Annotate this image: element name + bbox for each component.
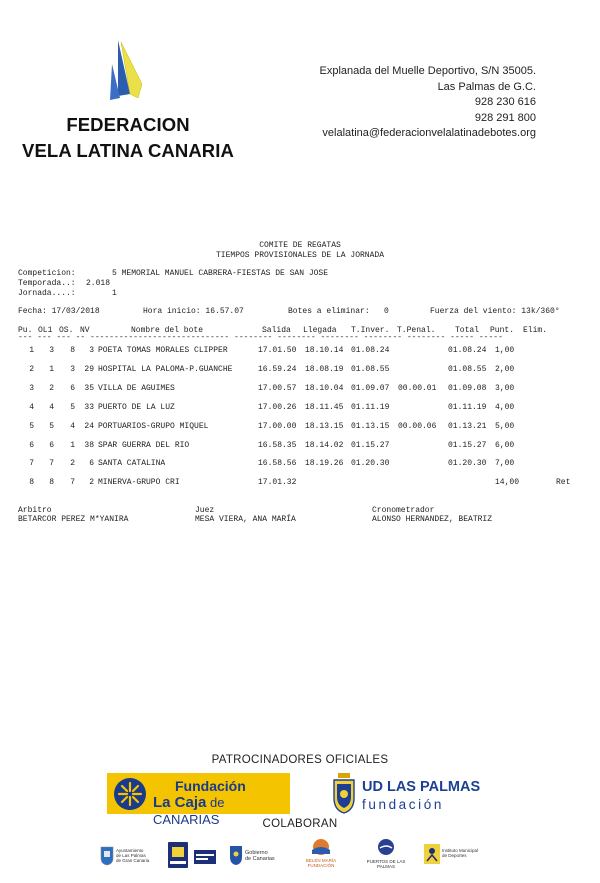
cell-tinver: 01.08.55 (351, 364, 390, 374)
collab-imd-logo (424, 838, 480, 872)
cell-ol1: 2 (49, 383, 54, 393)
cell-punt: 1,00 (495, 346, 515, 355)
cell-ol1: 6 (49, 440, 54, 450)
cell-nv: 35 (84, 383, 94, 393)
cell-tinver: 01.13.15 (351, 421, 390, 431)
cell-nombre: HOSPITAL LA PALOMA-P.GUANCHE (98, 364, 233, 374)
cell-nombre: MINERVA-GRUPO CRI (98, 478, 180, 488)
cell-os: 1 (70, 440, 75, 450)
cell-pu: 2 (29, 364, 34, 374)
cell-tinver: 01.09.07 (351, 383, 390, 393)
cell-tinver: 01.08.24 (351, 346, 390, 355)
crono-label: Cronometrador (372, 506, 435, 515)
arbitro-name: BETARCOR PEREZ M*YANIRA (18, 515, 129, 524)
collab-belen-maria-text: BELÉN MARÍA FUNDACIÓN (305, 858, 337, 868)
cell-nv: 3 (89, 346, 94, 355)
cell-nv: 6 (89, 459, 94, 469)
address-line-2: Las Palmas de G.C. (437, 80, 536, 93)
contact-block (320, 64, 536, 142)
competicion-label: Competicion: (18, 269, 76, 278)
cell-total: 01.08.24 (448, 346, 487, 355)
cabildo-icon (168, 842, 188, 868)
hora-inicio: Hora inicio: 16.57.07 (143, 307, 244, 316)
sun-icon (113, 777, 147, 811)
col-total: Total (455, 326, 480, 335)
table-row (0, 346, 600, 358)
cell-os: 6 (70, 383, 75, 393)
jornada-value: 1 (112, 289, 117, 298)
col-salida: Salida (262, 326, 291, 335)
crono-name: ALONSO HERNANDEZ, BEATRIZ (372, 515, 493, 524)
cell-punt: 3,00 (495, 383, 515, 393)
cell-llegada: 18.19.26 (305, 459, 344, 469)
collab-puertos-logo (360, 838, 412, 872)
report-title-1: COMITE DE REGATAS (259, 241, 341, 250)
cell-llegada: 18.14.02 (305, 440, 344, 450)
cell-llegada: 18.11.45 (305, 402, 344, 412)
cell-total: 01.13.21 (448, 421, 487, 431)
botes-eliminar: Botes a eliminar: 0 (288, 307, 389, 316)
collab-ayuntamiento-text: Ayuntamiento de Las Palmas de Gran Canaria (116, 848, 150, 863)
cell-ol1: 4 (49, 402, 54, 412)
collab-belen-maria-logo (302, 838, 340, 872)
cell-salida: 17.00.26 (258, 402, 297, 412)
collab-gobierno-text: Gobierno de Canarias (245, 850, 275, 862)
collab-navy-logo (194, 838, 220, 872)
cell-nombre: VILLA DE AGUIMES (98, 383, 175, 393)
cell-ol1: 8 (49, 478, 54, 488)
cell-tpenal: 00.00.06 (398, 421, 437, 431)
navy-badge-icon (194, 850, 216, 864)
cell-pu: 4 (29, 402, 34, 412)
cell-elim: Ret (556, 478, 571, 488)
cell-nv: 38 (84, 440, 94, 450)
table-row (0, 422, 600, 434)
cell-punt: 5,00 (495, 421, 515, 431)
cell-ol1: 5 (49, 421, 54, 431)
cell-punt: 2,00 (495, 364, 515, 374)
cell-nombre: PORTUARIOS-GRUPO MIQUEL (98, 421, 209, 431)
email-link[interactable]: velalatina@federacionvelalatinadebotes.org (322, 127, 536, 139)
cell-os: 8 (70, 346, 75, 355)
cell-ol1: 1 (49, 364, 54, 374)
cell-nombre: SANTA CATALINA (98, 459, 166, 469)
cell-pu: 8 (29, 478, 34, 488)
col-os: OS. (59, 326, 74, 335)
cell-pu: 6 (29, 440, 34, 450)
collab-imd-text: Instituto Municipal de Deportes (442, 848, 479, 858)
org-line-1: FEDERACION (66, 114, 190, 135)
table-row (0, 441, 600, 453)
cell-punt: 7,00 (495, 459, 515, 469)
cell-salida: 16.58.35 (258, 440, 297, 450)
cell-tinver: 01.11.19 (351, 402, 390, 412)
report-title-2: TIEMPOS PROVISIONALES DE LA JORNADA (215, 251, 385, 260)
col-nv: NV (80, 326, 90, 335)
cell-nombre: PUERTO DE LA LUZ (98, 402, 175, 412)
cell-salida: 16.59.24 (258, 364, 297, 374)
juez-name: MESA VIERA, ANA MARÍA (195, 515, 296, 524)
collab-gobierno-logo (229, 838, 283, 872)
udlp-subtitle: fundación (362, 797, 444, 812)
fecha: Fecha: 17/03/2018 (18, 307, 100, 316)
col-punt: Punt. (490, 326, 515, 335)
lacaja-line-1: Fundación (175, 778, 246, 794)
cell-tinver: 01.20.30 (351, 459, 390, 469)
cell-tpenal: 00.00.01 (398, 383, 437, 393)
cell-pu: 1 (29, 346, 34, 355)
cell-ol1: 7 (49, 459, 54, 469)
table-row (0, 459, 600, 471)
juez-label: Juez (195, 506, 215, 515)
cell-total: 01.08.55 (448, 364, 487, 374)
cell-punt: 14,00 (495, 478, 520, 488)
col-elim: Elim. (523, 326, 548, 335)
cell-os: 4 (70, 421, 75, 431)
sponsors-title: PATROCINADORES OFICIALES (211, 754, 389, 766)
collab-cabildo-logo (168, 838, 190, 872)
udlp-crest-icon (331, 772, 357, 814)
imd-icon (424, 844, 440, 864)
sail-logo (108, 40, 148, 102)
udlp-name: UD LAS PALMAS (362, 779, 481, 795)
lacaja-name: La Caja (153, 794, 207, 811)
lacaja-canarias: de CANARIAS (153, 795, 225, 827)
gobierno-crest-icon (229, 844, 243, 866)
cell-salida: 17.00.57 (258, 383, 297, 393)
cell-nombre: POETA TOMAS MORALES CLIPPER (98, 346, 228, 355)
cell-salida: 17.00.00 (258, 421, 297, 431)
phone-1: 928 230 616 (474, 96, 536, 108)
cell-nv: 29 (84, 364, 94, 374)
cell-total: 01.20.30 (448, 459, 487, 469)
col-tpenal: T.Penal. (397, 326, 436, 335)
cell-llegada: 18.08.19 (305, 364, 344, 374)
cell-total: 01.15.27 (448, 440, 487, 450)
col-ol1: OL1 (38, 326, 53, 335)
table-row (0, 384, 600, 396)
table-row (0, 478, 600, 490)
cell-total: 01.11.19 (448, 402, 487, 412)
cell-pu: 5 (29, 421, 34, 431)
table-row (0, 365, 600, 377)
collab-title: COLABORAN (262, 818, 338, 830)
address-line-1: Explanada del Muelle Deportivo, S/N 35005. (319, 65, 536, 77)
cell-llegada: 18.13.15 (305, 421, 344, 431)
temporada-label: Temporada..: (18, 279, 76, 288)
cell-os: 3 (70, 364, 75, 374)
org-line-2: VELA LATINA CANARIA (22, 140, 234, 161)
col-llegada: Llegada (303, 326, 337, 335)
temporada-value: 2.018 (86, 279, 111, 288)
collab-puertos-text: PUERTOS DE LAS PALMAS (366, 859, 406, 869)
cell-punt: 6,00 (495, 440, 515, 450)
cell-salida: 17.01.50 (258, 346, 297, 355)
cell-punt: 4,00 (495, 402, 515, 412)
header-underline: --- --- --- -- ----------------------------- -------- -------- -------- -------- -------- ----- ----- (18, 333, 503, 342)
cell-os: 7 (70, 478, 75, 488)
cell-total: 01.09.08 (448, 383, 487, 393)
cell-tinver: 01.15.27 (351, 440, 390, 450)
cell-pu: 7 (29, 459, 34, 469)
col-nombre: Nombre del bote (131, 326, 204, 335)
cell-ol1: 3 (49, 346, 54, 355)
fuerza-viento: Fuerza del viento: 13k/360° (430, 307, 560, 316)
cell-os: 5 (70, 402, 75, 412)
cell-nv: 24 (84, 421, 94, 431)
cell-os: 2 (70, 459, 75, 469)
cell-nv: 2 (89, 478, 94, 488)
col-tinver: T.Inver. (351, 326, 390, 335)
jornada-label: Jornada....: (18, 289, 76, 298)
city-crest-icon (100, 846, 114, 866)
table-row (0, 403, 600, 415)
cell-salida: 16.58.56 (258, 459, 297, 469)
organization-name (22, 112, 234, 164)
collab-ayuntamiento-logo (100, 838, 154, 872)
puertos-icon (377, 838, 395, 856)
competicion-value: 5 MEMORIAL MANUEL CABRERA-FIESTAS DE SAN JOSE (112, 269, 329, 278)
cell-llegada: 18.10.14 (305, 346, 344, 355)
phone-2: 928 291 800 (474, 111, 536, 124)
belen-maria-icon (309, 838, 333, 856)
col-pu: Pu. (18, 326, 33, 335)
cell-pu: 3 (29, 383, 34, 393)
arbitro-label: Arbitro (18, 506, 52, 515)
cell-nv: 33 (84, 402, 94, 412)
cell-llegada: 18.10.04 (305, 383, 344, 393)
cell-salida: 17.01.32 (258, 478, 297, 488)
lacaja-logo (107, 773, 290, 827)
cell-nombre: SPAR GUERRA DEL RIO (98, 440, 190, 450)
